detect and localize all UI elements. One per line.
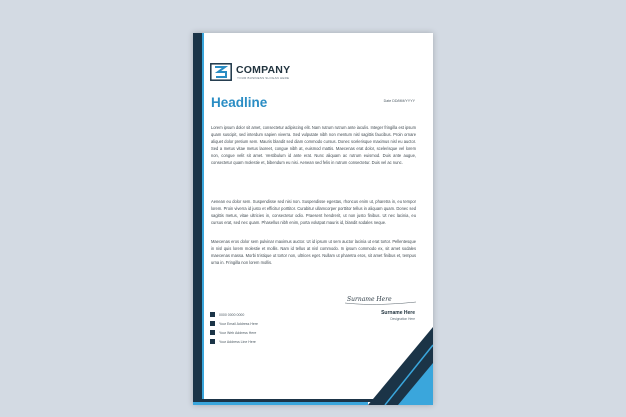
- signatory-title: Designation Here: [390, 317, 415, 321]
- signature-script: Surname Here: [347, 296, 392, 303]
- headline: Headline: [211, 95, 268, 110]
- signature-scribble: [343, 292, 418, 306]
- signatory-name: Surname Here: [381, 310, 415, 316]
- company-logo-icon: [210, 63, 232, 81]
- body-paragraph-3: Maecenas eros dolor sem pulvinar maximus auctor. Ut id ipsum ut sem auctor lacinia ut erat tortor. Pellentesque in nisl quis lorem molestie et mollis. Nam id tellus at nisl commodo. In ipsum commodo ex, sit amet sodales maecenas massa. Morbi tristique ut tortor non, ultrices eget. Nullam ut pharetra eros, sit amet finibus et, tempus urna in. Fringilla non lorem mollis.: [211, 239, 416, 266]
- date: Date DD/MM/YYYY: [383, 99, 415, 103]
- body-paragraph-2: Aenean eu dolor sem. Suspendisse sed nisi non. Suspendisse egestas, rhoncus enim ut, pharetra in, eu tempor lorem. Proin viverra id justo et efficitur porttitor. Curabitur ullamcorper porttitor tellus in aliquam quam. Donec sed sagittis metus, vitae ultricies in, consectetur odio. Praesent hendrerit, ut non justo finibus. Ut nec lacinia, eu cursus erat, sed nec quam. Phasellus nibh enim, porta volutpat mauris id, blandit sodales neque.: [211, 199, 416, 226]
- contact-address-text: Your Address Line Here: [219, 339, 256, 344]
- body-paragraph-1: Lorem ipsum dolor sit amet, consectetur adipiscing elit. Nam rutrum rutrum ante iaculis. Integer fringilla est ipsum quam suscipit, sed interdum sapien viverra. Sed vulputate nibh non mentum nisl sagittis faucibus. Proin ornare aliquet dolor pretium sem. Mauris blandit sed diam commodo cursus. Donec scelerisque maximus nisl eu auctor. Sed a metus vitae metus laoreet, congue nibh at, euismod mattis. Maecenas erat dolor, scelerisque vel lorem non, congue velit sit amet. Vestibulum id ante erat. Nunc aliquam ac rutrum euismod. Duis ante augue, consectetur quam molestie et, bibendum eu nisi. Aenean sed felis in rutrum consectetur. Duis vel ac nunc.: [211, 125, 416, 166]
- contact-phone-text: 0000 0000 0000: [219, 312, 245, 317]
- contact-email-text: Your Email Address Here: [219, 321, 258, 326]
- company-tagline: YOUR BUSINESS SLOGAN HERE: [237, 76, 290, 80]
- letterhead-page: [193, 33, 433, 405]
- company-name: COMPANY: [236, 64, 291, 76]
- contact-web-text: Your Web Address Here: [219, 330, 257, 335]
- footer-decoration: [193, 311, 433, 405]
